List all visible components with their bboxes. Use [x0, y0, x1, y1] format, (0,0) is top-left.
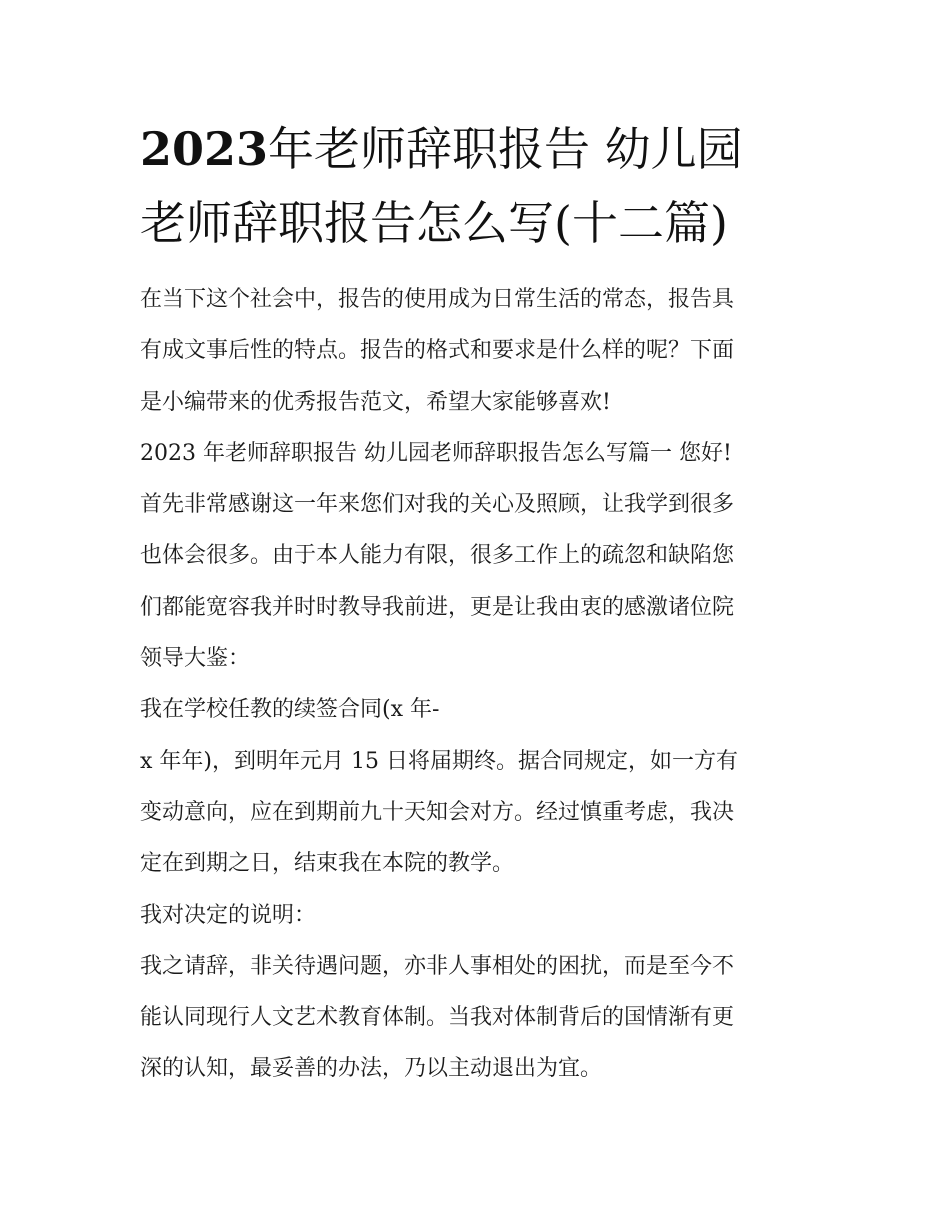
body-line: 我在学校任教的续签合同(x 年- — [140, 697, 440, 723]
body-line: 首先非常感谢这一年来您们对我的关心及照顾，让我学到很多 — [140, 492, 735, 518]
document-title — [140, 112, 840, 260]
title-year: 2023 — [140, 122, 269, 176]
title-line-2: 老师辞职报告怎么写(十二篇) — [140, 196, 728, 250]
body-line: 我之请辞，非关待遇问题，亦非人事相处的困扰，而是至今不 — [140, 953, 735, 979]
body-line: 变动意向，应在到期前九十天知会对方。经过慎重考虑，我决 — [140, 799, 735, 825]
body-line: 有成文事后性的特点。报告的格式和要求是什么样的呢？下面 — [140, 338, 735, 364]
document-body — [140, 274, 830, 1095]
body-line: 定在到期之日，结束我在本院的教学。 — [140, 851, 515, 877]
body-line: 我对决定的说明： — [140, 902, 317, 928]
body-line: 2023 年老师辞职报告 幼儿园老师辞职报告怎么写篇一 您好! — [140, 440, 732, 466]
body-line: 深的认知，最妥善的办法，乃以主动退出为宜。 — [140, 1056, 603, 1082]
body-line: 也体会很多。由于本人能力有限，很多工作上的疏忽和缺陷您 — [140, 543, 735, 569]
body-line: 是小编带来的优秀报告范文，希望大家能够喜欢! — [140, 389, 611, 415]
title-line-1-text: 年老师辞职报告 幼儿园 — [268, 122, 743, 176]
body-line: x 年年)，到明年元月 15 日将届期终。据合同规定，如一方有 — [140, 748, 738, 774]
body-line: 们都能宽容我并时时教导我前进，更是让我由衷的感激诸位院 — [140, 594, 735, 620]
body-line: 能认同现行人文艺术教育体制。当我对体制背后的国情渐有更 — [140, 1005, 735, 1031]
body-line: 领导大鉴： — [140, 646, 251, 672]
title-line-1 — [140, 112, 840, 186]
body-line: 在当下这个社会中，报告的使用成为日常生活的常态，报告具 — [140, 287, 735, 312]
